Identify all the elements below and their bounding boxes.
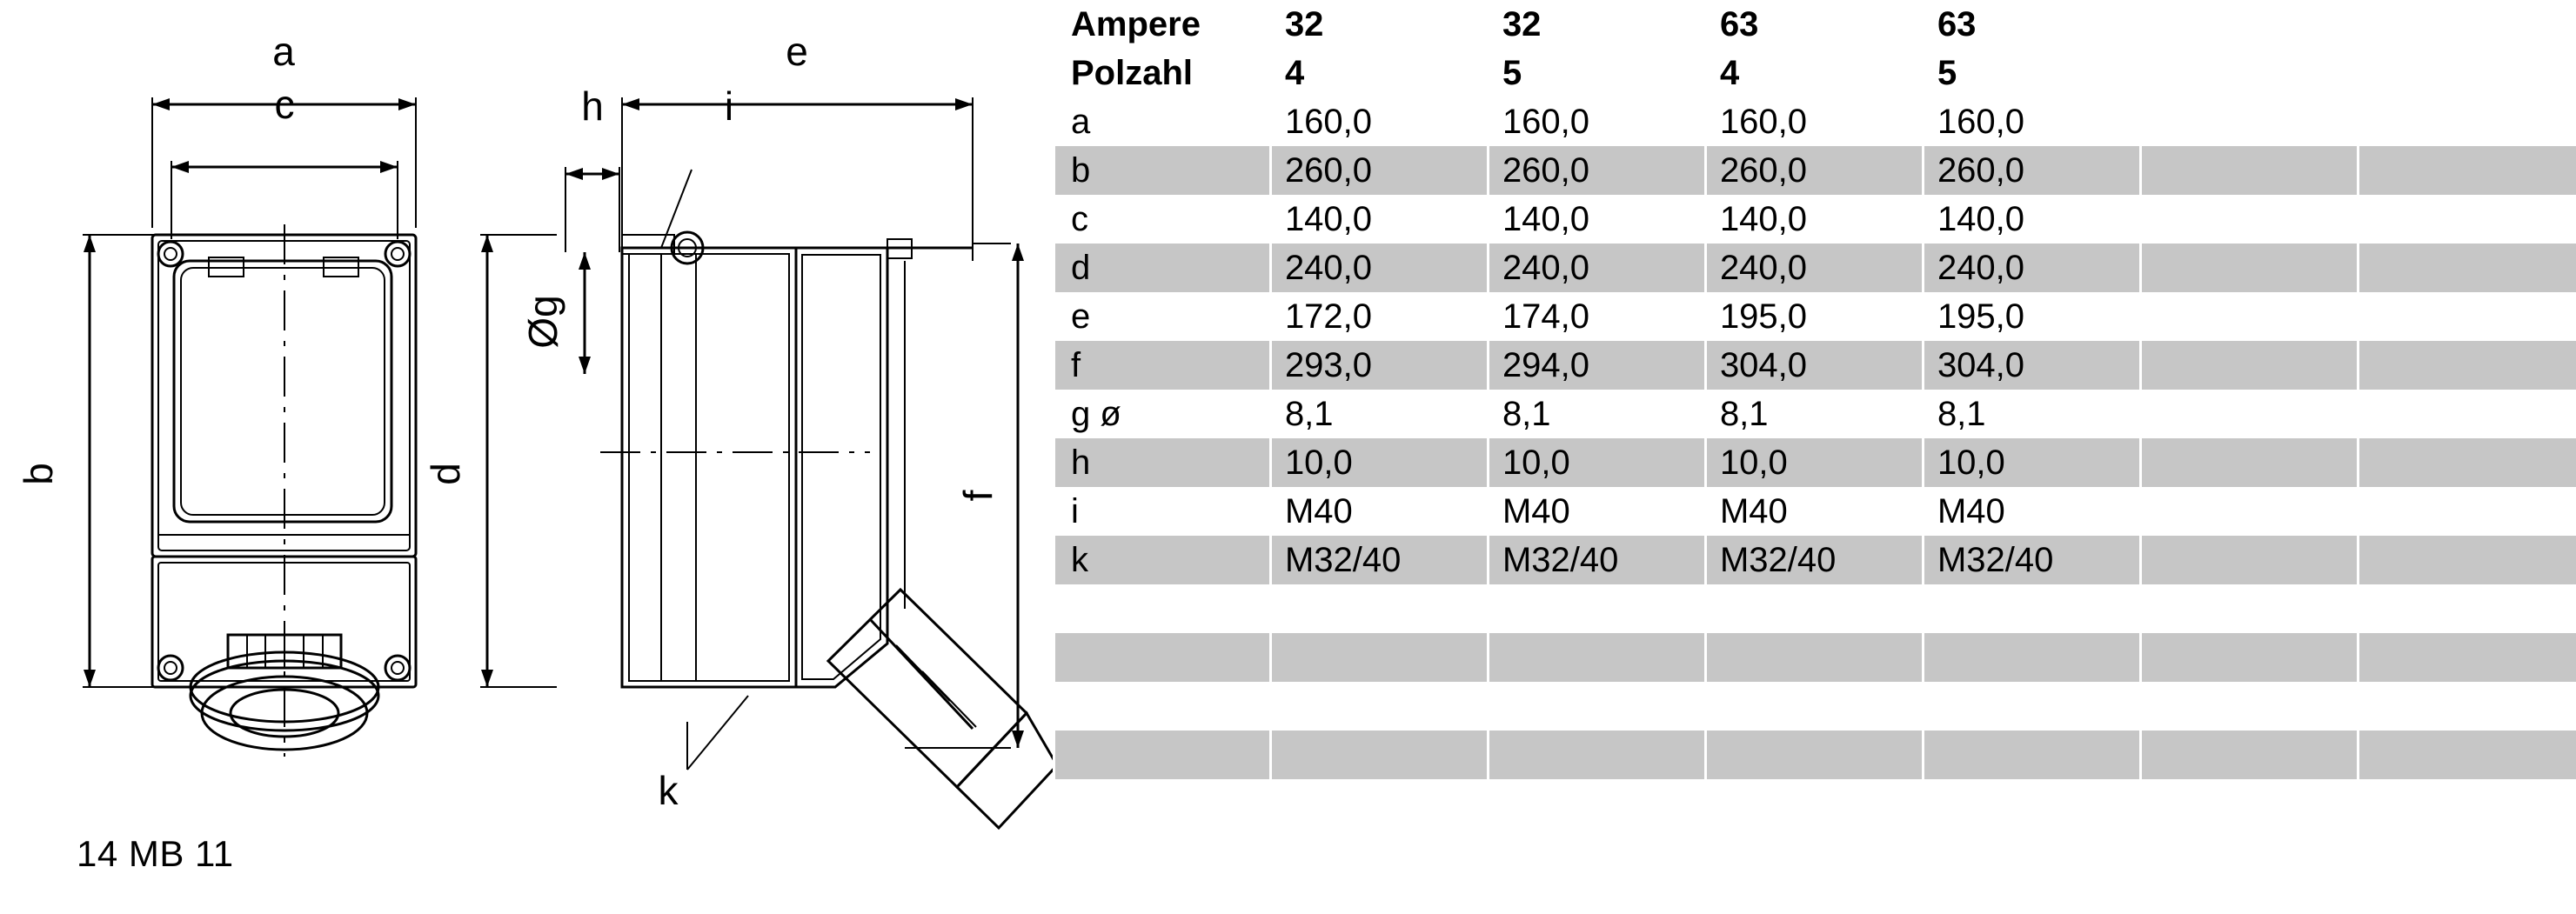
row-cell: 195,0	[1922, 292, 2139, 341]
row-cell	[2357, 195, 2576, 244]
row-cell: 260,0	[1922, 146, 2139, 195]
dimension-table	[1055, 0, 2576, 779]
row-cell: 240,0	[1487, 244, 1704, 292]
row-cell	[1269, 584, 1487, 633]
row-cell: 195,0	[1704, 292, 1922, 341]
row-cell	[2139, 97, 2357, 146]
row-cell: 8,1	[1487, 390, 1704, 438]
table-row	[1055, 146, 2576, 195]
dimension-label-b: b	[16, 463, 61, 485]
dimension-label-e: e	[786, 29, 808, 74]
row-cell: 304,0	[1922, 341, 2139, 390]
row-cell: 10,0	[1704, 438, 1922, 487]
header-ampere-col3: 63	[1704, 0, 1922, 49]
header-ampere-col4: 63	[1922, 0, 2139, 49]
technical-drawing	[0, 0, 1053, 914]
row-cell	[1269, 633, 1487, 682]
header-polzahl-col2: 5	[1487, 49, 1704, 97]
table-row	[1055, 536, 2576, 584]
row-cell	[1487, 682, 1704, 731]
row-label: e	[1055, 292, 1269, 341]
row-cell: 10,0	[1269, 438, 1487, 487]
row-cell	[2357, 633, 2576, 682]
row-cell: 260,0	[1704, 146, 1922, 195]
row-cell: 293,0	[1269, 341, 1487, 390]
row-label: k	[1055, 536, 1269, 584]
row-label: g ø	[1055, 390, 1269, 438]
row-cell: M32/40	[1922, 536, 2139, 584]
table-row	[1055, 682, 2576, 731]
row-label: c	[1055, 195, 1269, 244]
row-cell: 174,0	[1487, 292, 1704, 341]
table-row	[1055, 731, 2576, 779]
row-cell	[2139, 633, 2357, 682]
row-cell: 140,0	[1704, 195, 1922, 244]
row-cell	[2357, 146, 2576, 195]
row-cell	[1922, 633, 2139, 682]
row-cell	[1922, 731, 2139, 779]
table-row	[1055, 97, 2576, 146]
row-label: b	[1055, 146, 1269, 195]
row-cell	[2139, 487, 2357, 536]
row-cell	[2357, 341, 2576, 390]
dimension-label-f: f	[955, 490, 1000, 502]
row-cell	[1487, 731, 1704, 779]
table-row	[1055, 633, 2576, 682]
row-label	[1055, 584, 1269, 633]
row-cell	[2139, 731, 2357, 779]
table-row	[1055, 195, 2576, 244]
row-cell	[2357, 536, 2576, 584]
header-ampere-col5	[2139, 0, 2357, 49]
row-cell	[1704, 731, 1922, 779]
table-row	[1055, 584, 2576, 633]
header-polzahl-col4: 5	[1922, 49, 2139, 97]
row-label	[1055, 633, 1269, 682]
row-cell	[2139, 146, 2357, 195]
row-cell: 160,0	[1704, 97, 1922, 146]
table-row	[1055, 244, 2576, 292]
dimension-label-c: c	[274, 82, 295, 127]
row-cell: 140,0	[1487, 195, 1704, 244]
row-label: i	[1055, 487, 1269, 536]
table-body	[1055, 0, 2576, 779]
row-cell	[2357, 682, 2576, 731]
row-cell: M40	[1269, 487, 1487, 536]
row-cell: M40	[1704, 487, 1922, 536]
row-cell	[1704, 584, 1922, 633]
header-polzahl-col1: 4	[1269, 49, 1487, 97]
header-ampere-col6	[2357, 0, 2576, 49]
row-cell	[1487, 633, 1704, 682]
row-cell: 294,0	[1487, 341, 1704, 390]
row-label	[1055, 731, 1269, 779]
dimension-label-k: k	[658, 768, 679, 813]
row-cell: 10,0	[1922, 438, 2139, 487]
row-cell: 260,0	[1487, 146, 1704, 195]
row-cell: M32/40	[1269, 536, 1487, 584]
row-cell	[1704, 633, 1922, 682]
table-row	[1055, 292, 2576, 341]
row-cell: 160,0	[1269, 97, 1487, 146]
row-cell: 160,0	[1922, 97, 2139, 146]
row-cell	[2357, 438, 2576, 487]
header-label-polzahl: Polzahl	[1055, 49, 1269, 97]
row-cell: 140,0	[1269, 195, 1487, 244]
row-cell: 8,1	[1704, 390, 1922, 438]
row-cell: M32/40	[1487, 536, 1704, 584]
dimension-label-d: d	[423, 463, 468, 485]
row-cell	[2139, 438, 2357, 487]
row-cell	[1922, 682, 2139, 731]
table-header-row-polzahl	[1055, 49, 2576, 97]
row-cell: 140,0	[1922, 195, 2139, 244]
row-cell	[1487, 584, 1704, 633]
table-row	[1055, 487, 2576, 536]
row-cell: 8,1	[1922, 390, 2139, 438]
row-cell	[2139, 390, 2357, 438]
row-label: h	[1055, 438, 1269, 487]
row-cell	[2357, 584, 2576, 633]
row-cell	[2139, 292, 2357, 341]
row-cell	[1922, 584, 2139, 633]
row-cell: M40	[1487, 487, 1704, 536]
row-cell	[2139, 341, 2357, 390]
dimension-label-i: i	[724, 83, 734, 129]
table-row	[1055, 341, 2576, 390]
row-cell: 10,0	[1487, 438, 1704, 487]
dimension-label-h: h	[581, 83, 604, 129]
row-cell: M32/40	[1704, 536, 1922, 584]
header-ampere-col2: 32	[1487, 0, 1704, 49]
row-cell: 260,0	[1269, 146, 1487, 195]
row-label	[1055, 682, 1269, 731]
row-cell: 160,0	[1487, 97, 1704, 146]
row-cell	[2139, 584, 2357, 633]
row-cell: 240,0	[1922, 244, 2139, 292]
part-number: 14 MB 11	[77, 833, 234, 874]
row-cell	[1269, 731, 1487, 779]
row-cell	[2139, 195, 2357, 244]
row-label: f	[1055, 341, 1269, 390]
header-polzahl-col3: 4	[1704, 49, 1922, 97]
table-header-row-ampere	[1055, 0, 2576, 49]
header-polzahl-col5	[2139, 49, 2357, 97]
row-cell	[1704, 682, 1922, 731]
row-cell	[2357, 731, 2576, 779]
row-cell: 240,0	[1269, 244, 1487, 292]
row-cell	[2357, 390, 2576, 438]
row-cell: M40	[1922, 487, 2139, 536]
row-cell	[2139, 682, 2357, 731]
row-cell	[2357, 244, 2576, 292]
row-cell: 172,0	[1269, 292, 1487, 341]
row-cell	[2139, 244, 2357, 292]
row-cell: 304,0	[1704, 341, 1922, 390]
row-cell	[2357, 487, 2576, 536]
row-cell	[2357, 97, 2576, 146]
row-cell	[2357, 292, 2576, 341]
header-label-ampere: Ampere	[1055, 0, 1269, 49]
row-label: d	[1055, 244, 1269, 292]
row-cell	[1269, 682, 1487, 731]
table-row	[1055, 438, 2576, 487]
row-cell: 240,0	[1704, 244, 1922, 292]
dimension-label-g: Øg	[520, 295, 565, 349]
dimension-label-a: a	[272, 29, 295, 74]
row-cell	[2139, 536, 2357, 584]
row-label: a	[1055, 97, 1269, 146]
header-ampere-col1: 32	[1269, 0, 1487, 49]
header-polzahl-col6	[2357, 49, 2576, 97]
table-row	[1055, 390, 2576, 438]
row-cell: 8,1	[1269, 390, 1487, 438]
